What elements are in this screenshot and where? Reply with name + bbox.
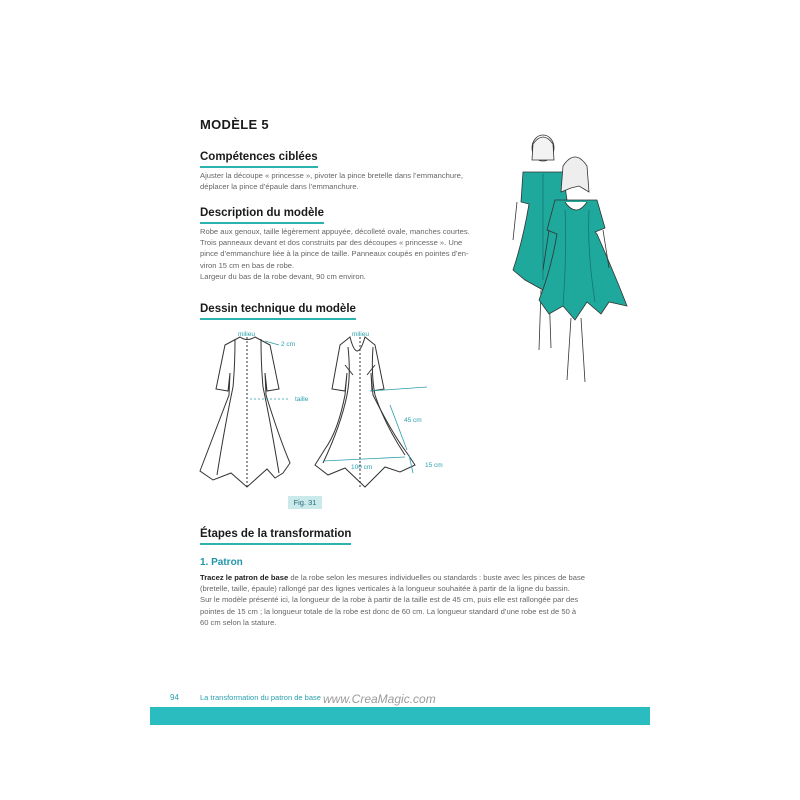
hundred-label: 100 cm [351, 464, 373, 471]
description-heading-text: Description du modèle [200, 207, 324, 219]
footer-text: La transformation du patron de base [200, 693, 321, 702]
text-line-rest: de la robe selon les mesures individuelles ou standards : buste avec les pinces de base [288, 573, 585, 582]
competences-text [200, 170, 492, 192]
text-line [200, 572, 610, 583]
page-number: 94 [170, 693, 179, 702]
competences-heading-text: Compétences ciblées [200, 151, 318, 163]
taille-label: taille [295, 396, 309, 403]
description-heading [200, 207, 324, 224]
two-cm-label: 2 cm [281, 341, 296, 348]
text-line: pointes de 15 cm ; la longueur totale de la robe est donc de 60 cm. La longueur standard d’une robe est de 50 à [200, 606, 577, 616]
page-title: MODÈLE 5 [200, 117, 269, 132]
fifteen-label: 15 cm [425, 462, 443, 469]
patron-text [200, 572, 610, 628]
milieu-back-label: milieu [238, 331, 255, 338]
text-line: 60 cm selon la stature. [200, 617, 277, 627]
patron-heading: 1. Patron [200, 557, 243, 568]
text-line: Largeur du bas de la robe devant, 90 cm environ. [200, 271, 366, 281]
text-line: Ajuster la découpe « princesse », pivoter la pince bretelle dans l’emmanchure, [200, 171, 463, 180]
text-line: Trois panneaux devant et dos construits par des découpes « princesse ». Une [200, 238, 463, 248]
text-line: pince d’emmanchure liée à la pince de taille. Panneaux coupés en pointes d’en- [200, 249, 469, 259]
footer-bar [150, 707, 650, 725]
text-line: déplacer la pince d’épaule dans l’emmanchure. [200, 182, 359, 192]
technical-drawing [195, 325, 445, 495]
fashion-illustration [505, 130, 635, 410]
competences-heading [200, 151, 318, 168]
bold-lead: Tracez le patron de base [200, 573, 289, 582]
dessin-heading-text: Dessin technique du modèle [200, 303, 356, 315]
dress-back-drawing [200, 337, 290, 487]
heading-underline [200, 222, 324, 224]
figure-caption: Fig. 31 [288, 496, 322, 509]
description-text [200, 226, 492, 282]
forty-five-label: 45 cm [404, 417, 422, 424]
etapes-heading-text: Étapes de la transformation [200, 528, 352, 540]
watermark: www.CreaMagic.com [323, 692, 436, 706]
measurement-lines [250, 341, 427, 473]
text-line: Sur le modèle présenté ici, la longueur de la robe à partir de la taille est de 45 cm, puis elle est rallongée par des [200, 595, 579, 605]
heading-underline [200, 166, 318, 168]
etapes-heading [200, 528, 351, 545]
dessin-heading [200, 303, 356, 320]
text-line: Robe aux genoux, taille légèrement appuyée, décolleté ovale, manches courtes. [200, 227, 470, 236]
text-line: viron 15 cm en bas de robe. [200, 260, 295, 270]
heading-underline [200, 318, 356, 320]
text-line: (bretelle, taille, épaule) rallongé par des lignes verticales à la longueur souhaitée à partir de la ligne du bassin. [200, 584, 570, 594]
heading-underline [200, 543, 351, 545]
milieu-front-label: milieu [352, 331, 369, 338]
